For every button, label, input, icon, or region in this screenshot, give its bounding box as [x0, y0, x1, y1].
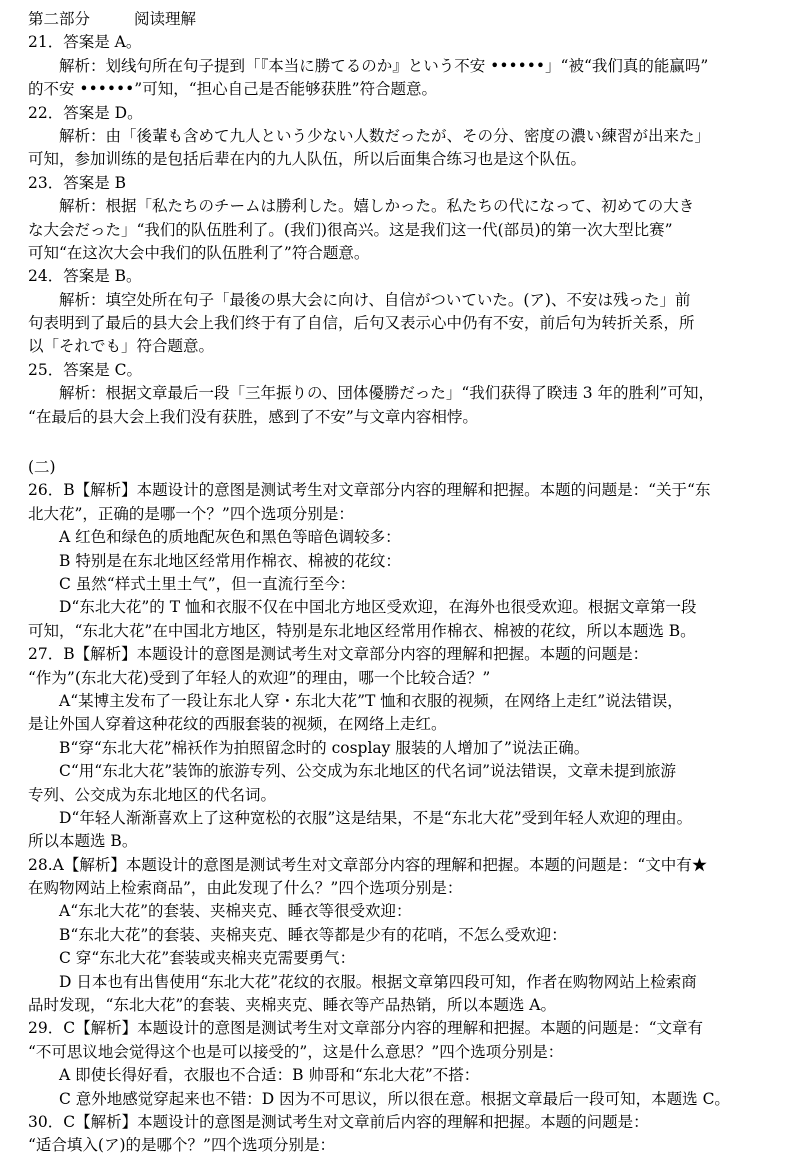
text-line: 24．答案是 B。 — [28, 267, 142, 286]
text-line: 解析：填空处所在句子「最後の県大会に向け、自信がついていた。(ア)、不安は残った」前 — [59, 290, 691, 309]
text-line: “不可思议地会觉得这个也是可以接受的”，这是什么意思？”四个选项分别是： — [28, 1042, 564, 1061]
text-line: 专列、公交成为东北地区的代名词。 — [28, 785, 277, 804]
text-line: 可知，参加训练的是包括后辈在内的九人队伍，所以后面集合练习也是这个队伍。 — [28, 150, 587, 169]
text-line: 可知，“东北大花”在中国北方地区，特别是东北地区经常用作棉衣、棉被的花纹，所以本题选 B。 — [28, 621, 696, 640]
text-line: B“穿“东北大花”棉袄作为拍照留念时的 cosplay 服装的人增加了”说法正确。 — [59, 738, 590, 757]
text-line: 21．答案是 A。 — [28, 33, 142, 52]
text-line: A“某博主发布了一段让东北人穿・东北大花”T 恤和衣服的视频，在网络上走红”说法错误， — [59, 691, 683, 710]
text-line: A 红色和绿色的质地配灰色和黑色等暗色调较多： — [59, 528, 401, 547]
text-line: 29．C【解析】本题设计的意图是测试考生对文章部分内容的理解和把握。本题的问题是：“文章有 — [28, 1019, 704, 1038]
text-line: “在最后的县大会上我们没有获胜，感到了不安”与文章内容相悖。 — [28, 407, 478, 426]
text-line: D“东北大花”的 T 恤和衣服不仅在中国北方地区受欢迎，在海外也很受欢迎。根据文章第一段 — [59, 598, 697, 617]
text-line: 可知“在这次大会中我们的队伍胜利了”符合题意。 — [28, 243, 370, 262]
text-line: な大会だった」“我们的队伍胜利了。(我们)很高兴。这是我们这一代(部员)的第一次大型比赛” — [28, 220, 673, 239]
text-line: 26．B【解析】本题设计的意图是测试考生对文章部分内容的理解和把握。本题的问题是：“关于“东 — [28, 481, 711, 500]
text-line: B 特别是在东北地区经常用作棉衣、棉被的花纹： — [59, 551, 401, 570]
text-line: A 即使长得好看，衣服也不合适：B 帅哥和“东北大花”不搭： — [59, 1066, 480, 1085]
text-line: A“东北大花”的套装、夹棉夹克、睡衣等很受欢迎： — [59, 902, 412, 921]
document-body — [28, 31, 780, 1157]
text-line: 解析：划线句所在句子提到「『本当に勝てるのか』という不安 ••••••」“被“我们真的能赢吗” — [59, 56, 709, 75]
text-line: B“东北大花”的套装、夹棉夹克、睡衣等都是少有的花哨，不怎么受欢迎： — [59, 925, 567, 944]
text-line: D 日本也有出售使用“东北大花”花纹的衣服。根据文章第四段可知，作者在购物网站上检索商 — [59, 972, 697, 991]
text-line: “适合填入(ア)的是哪个？”四个选项分别是： — [28, 1136, 335, 1155]
text-line: 以「それでも」符合题意。 — [28, 337, 215, 356]
section-part: 第二部分 — [28, 10, 91, 28]
text-line: C 虽然“样式土里土气”，但一直流行至今： — [59, 574, 356, 593]
text-line: 25．答案是 C。 — [28, 360, 143, 379]
text-line: 在购物网站上检索商品”，由此发现了什么？”四个选项分别是： — [28, 879, 463, 898]
text-line: 解析：根据文章最后一段「三年振りの、団体優勝だった」“我们获得了睽违 3 年的胜利”可知， — [59, 384, 714, 403]
text-line: 28.A【解析】本题设计的意图是测试考生对文章部分内容的理解和把握。本题的问题是：“文中有★ — [28, 855, 708, 874]
text-line: 23．答案是 B — [28, 173, 127, 192]
section-title: 阅读理解 — [134, 10, 197, 28]
text-line: 的不安 ••••••”可知，“担心自己是否能够获胜”符合题意。 — [28, 80, 438, 99]
text-line: C 意外地感觉穿起来也不错：D 因为不可思议，所以很在意。根据文章最后一段可知，本题选 C。 — [59, 1089, 730, 1108]
text-line: 品时发现，“东北大花”的套装、夹棉夹克、睡衣等产品热销，所以本题选 A。 — [28, 996, 556, 1015]
text-line: 所以本题选 B。 — [28, 832, 138, 851]
text-line: “作为”(东北大花)受到了年轻人的欢迎”的理由，哪一个比较合适？” — [28, 668, 491, 687]
document-page — [28, 8, 780, 1158]
text-line: 22．答案是 D。 — [28, 103, 143, 122]
blank-line — [28, 429, 780, 456]
text-line: 是让外国人穿着这种花纹的西服套装的视频，在网络上走红。 — [28, 715, 447, 734]
text-line: (二) — [28, 458, 56, 477]
text-line: 解析：由「後輩も含めて九人という少ない人数だったが、その分、密度の濃い練習が出来た」 — [59, 126, 711, 145]
text-line: 27．B【解析】本题设计的意图是测试考生对文章部分内容的理解和把握。本题的问题是： — [28, 645, 649, 664]
text-line: 解析：根据「私たちのチームは勝利した。嬉しかった。私たちの代になって、初めての大き — [59, 197, 695, 216]
text-line: 北大花”，正确的是哪一个？”四个选项分别是： — [28, 504, 354, 523]
text-line: 30．C【解析】本题设计的意图是测试考生对文章前后内容的理解和把握。本题的问题是： — [28, 1112, 649, 1131]
section-header — [28, 8, 780, 31]
text-line: C 穿“东北大花”套装或夹棉夹克需要勇气： — [59, 949, 356, 968]
text-line: 句表明到了最后的县大会上我们终于有了自信，后句又表示心中仍有不安，前后句为转折关系，所 — [28, 314, 695, 333]
text-line: D“年轻人渐渐喜欢上了这种宽松的衣服”这是结果，不是“东北大花”受到年轻人欢迎的理由。 — [59, 808, 693, 827]
text-line: C“用“东北大花”装饰的旅游专列、公交成为东北地区的代名词”说法错误，文章未提到旅游 — [59, 762, 677, 781]
